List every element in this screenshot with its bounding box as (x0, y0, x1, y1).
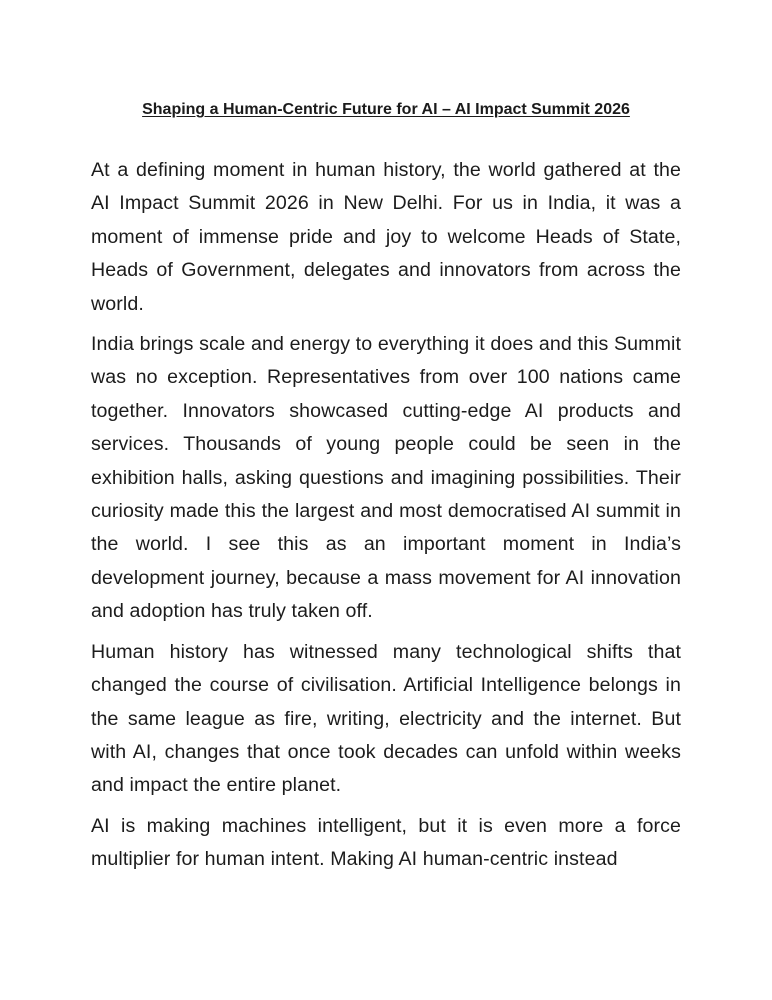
paragraph-2: India brings scale and energy to everything it does and this Summit was no exception. Representatives from over 100 nations came together. Innovators showcased cutting-edge AI products and services. Thousands of young people could be seen in the exhibition halls, asking questions and imagining possibilities. Their curiosity made this the largest and most democratised AI summit in the world. I see this as an important moment in India’s development journey, because a mass movement for AI innovation and adoption has truly taken off. (91, 333, 681, 623)
paragraph-4: AI is making machines intelligent, but it is even more a force multiplier for human intent. Making AI human-centric instead (91, 814, 681, 871)
paragraph-3: Human history has witnessed many technological shifts that changed the course of civilisation. Artificial Intelligence belongs in the same league as fire, writing, electricity and the internet. But with AI, changes that once took decades can unfold within weeks and impact the entire planet. (91, 640, 681, 797)
paragraph-1: At a defining moment in human history, the world gathered at the AI Impact Summit 2026 in New Delhi. For us in India, it was a moment of immense pride and joy to welcome Heads of State, Heads of Government, delegates and innovators from across the world. (91, 159, 681, 315)
document-title: Shaping a Human-Centric Future for AI – AI Impact Summit 2026 (142, 101, 630, 118)
